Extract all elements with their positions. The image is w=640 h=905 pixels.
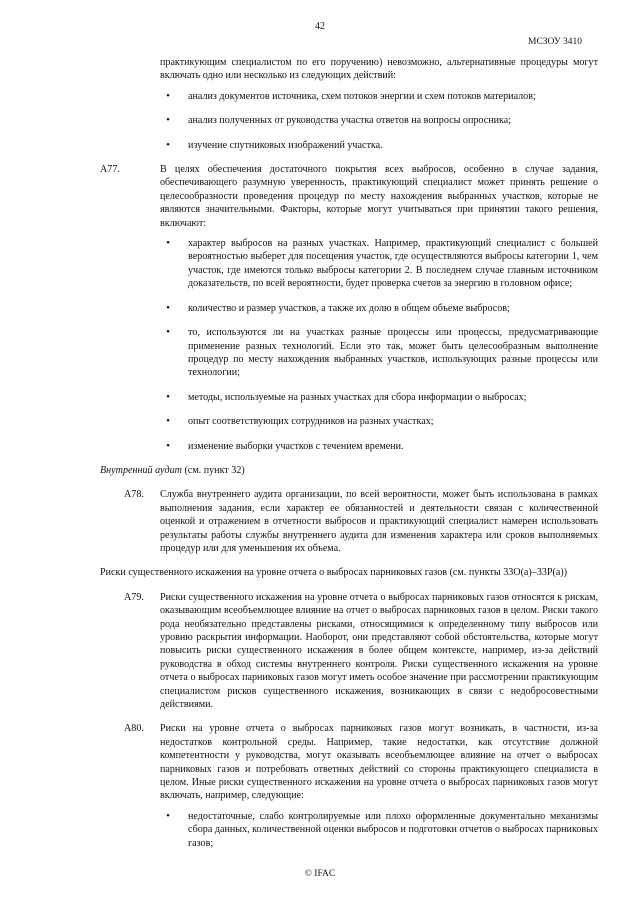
- paragraph-number: A77.: [100, 164, 120, 176]
- bullet-icon: •: [166, 138, 170, 151]
- list-item: • изменение выборки участков с течением времени.: [124, 440, 598, 453]
- paragraph-number: A80.: [124, 723, 144, 735]
- list-item: • методы, используемые на разных участках для сбора информации о выбросах;: [124, 391, 598, 404]
- list-item: • то, используются ли на участках разные процессы или процессы, предусматривающие применение разных технологий. Если это так, может быть целесообразным выполнение процедур по месту нахождения выбранных участков, использующих разные процессы или технологии;: [124, 326, 598, 380]
- page-content: [100, 56, 598, 850]
- paragraph-text: Риски существенного искажения на уровне отчета о выбросах парниковых газов относятся к рискам, оказывающим всеобъемлющее влияние на отчет о выбросах парниковых газов в целом. Риски такого рода необязательно представлены рисками, относящимися к определенному типу выбросов или уровню раскрытия информации. Наоборот, они представляют собой обстоятельства, которые могут повысить риски существенного искажения в более общем контексте, например, из-за действий руководства в обход системы внутреннего контроля. Риски существенного искажения на уровне отчета о выбросах парниковых газов могут иметь особое значение при рассмотрении практикующим специалистом рисков существенного искажения, возникающих в связи с недобросовестными действиями.: [160, 591, 598, 711]
- intro-paragraph: практикующим специалистом по его поручению) невозможно, альтернативные процедуры могут включать одно или несколько из следующих действий:: [160, 57, 598, 82]
- paragraph-text: Риски на уровне отчета о выбросах парниковых газов могут возникать, в частности, из-за недостатков контрольной среды. Например, такие недостатки, как отсутствие должной компетентности у руководства, могут оказывать всеобъемлющее влияние на отчет о выбросах парниковых газов и потребовать ответных действий со стороны практикующего специалиста в целом. Иные риски существенного искажения на уровне отчета о выбросах парниковых газов могут включать, например, следующие:: [160, 723, 598, 802]
- list-item: • количество и размер участков, а также их долю в общем объеме выбросов;: [124, 302, 598, 315]
- list-item: • анализ документов источника, схем потоков энергии и схем потоков материалов;: [124, 90, 598, 103]
- paragraph-a79: [124, 591, 598, 712]
- paragraph-a77: [100, 163, 598, 230]
- paragraph-a80: [124, 722, 598, 802]
- paragraph-text: Служба внутреннего аудита организации, по всей вероятности, может быть использована в рамках выполнения задания, если характер ее обязанностей и деятельности связан с количественной оценкой и отражением в отчетности выбросов и практикующий специалист намерен использовать результаты работы службы внутреннего аудита для изменения характера или сроков выполняемых процедур или для уменьшения их объема.: [160, 489, 598, 554]
- list-item: • характер выбросов на разных участках. Например, практикующий специалист с большей вероятностью выберет для посещения участок, где осуществляются выбросы категории 1, чем участок, где имеются только выбросы категории 2. В последнем случае главным источником доказательств, по всей вероятности, будет проверка счетов за энергию в головном офисе;: [124, 237, 598, 291]
- footer-copyright: © IFAC: [304, 869, 336, 879]
- paragraph-a78: [124, 488, 598, 555]
- paragraph-number: A78.: [124, 489, 144, 501]
- section-heading-internal-audit: Внутренний аудит (см. пункт 32): [100, 464, 245, 476]
- bullet-icon: •: [166, 89, 170, 102]
- bullet-icon: •: [166, 114, 170, 127]
- bullet-icon: •: [166, 415, 170, 428]
- paragraph-text: В целях обеспечения достаточного покрытия всех выбросов, особенно в случае задания, обеспечивающего разумную уверенность, практикующий специалист может принять решение о целесообразности проведения процедур по месту нахождения выбранных участков, которые не являются значительными. Факторы, которые могут учитываться при принятии такого решения, включают:: [160, 164, 598, 229]
- bullet-icon: •: [166, 809, 170, 822]
- a77-bullet-list: [124, 237, 598, 453]
- bullet-icon: •: [166, 390, 170, 403]
- list-item: • анализ полученных от руководства участка ответов на вопросы опросника;: [124, 114, 598, 127]
- list-item: • опыт соответствующих сотрудников на разных участках;: [124, 415, 598, 428]
- page-number: 42: [315, 21, 325, 32]
- list-item: • недостаточные, слабо контролируемые или плохо оформленные документально механизмы сбора данных, количественной оценки выбросов и подготовки отчетов о выбросах парниковых газов;: [124, 810, 598, 850]
- paragraph-number: A79.: [124, 591, 144, 603]
- list-item: • изучение спутниковых изображений участка.: [124, 139, 598, 152]
- intro-bullet-list: [124, 90, 598, 152]
- bullet-icon: •: [166, 301, 170, 314]
- document-code: МСЗОУ 3410: [528, 37, 582, 47]
- section-heading-risks: Риски существенного искажения на уровне отчета о выбросах парниковых газов (см. пункты 33О(а)–33Р(а)): [100, 567, 568, 579]
- bullet-icon: •: [166, 439, 170, 452]
- a80-bullet-list: [124, 810, 598, 850]
- bullet-icon: •: [166, 237, 170, 250]
- bullet-icon: •: [166, 326, 170, 339]
